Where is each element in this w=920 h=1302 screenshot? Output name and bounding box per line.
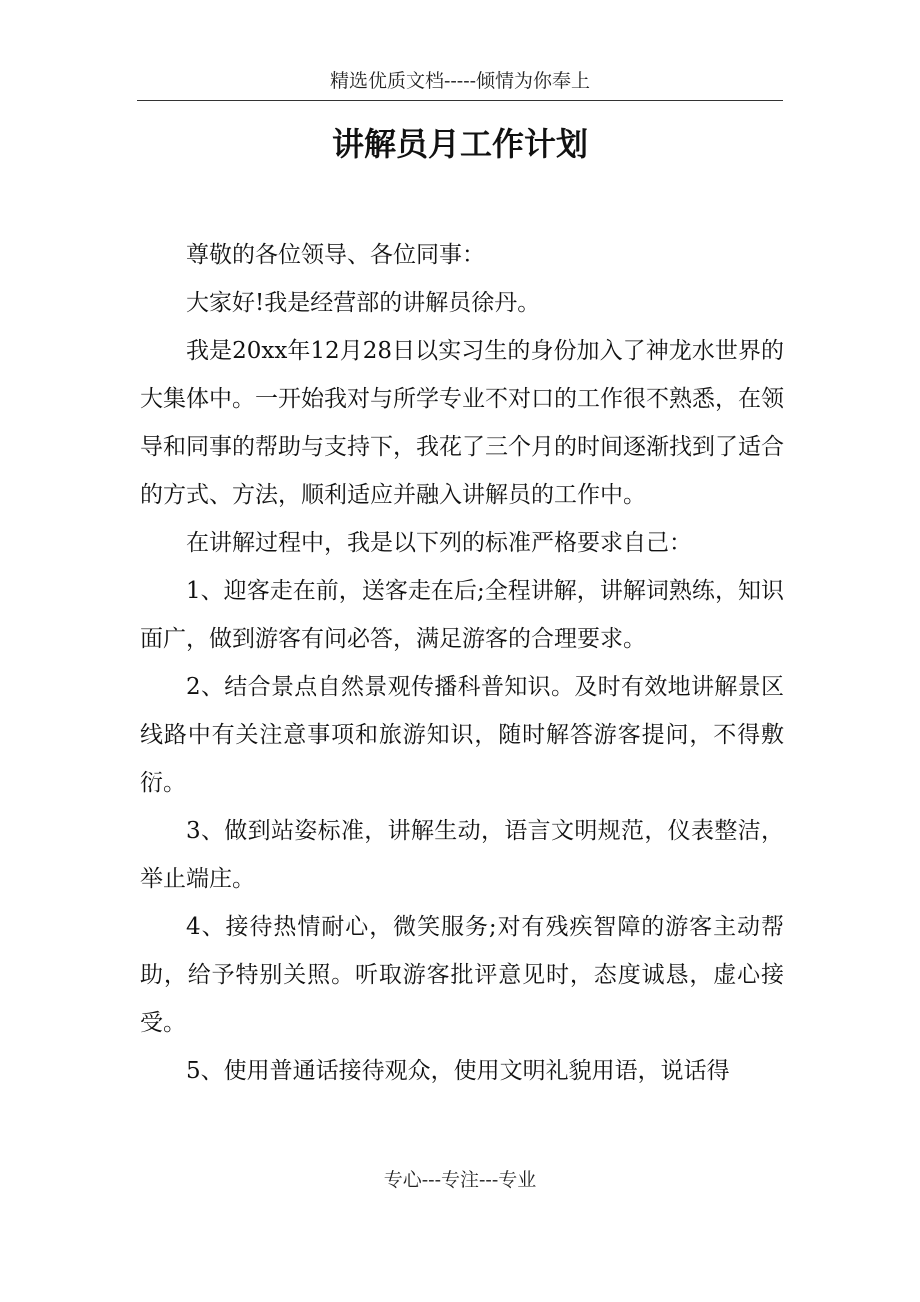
paragraph-introduction: 我是20xx年12月28日以实习生的身份加入了神龙水世界的大集体中。一开始我对与所学专业不对口的工作很不熟悉，在领导和同事的帮助与支持下，我花了三个月的时间逐渐找到了适合的方式、方法，顺利适应并融入讲解员的工作中。 xyxy=(140,338,784,508)
page-footer: 专心---专注---专业 xyxy=(383,1169,537,1191)
paragraph-item-1: 1、迎客走在前，送客走在后;全程讲解，讲解词熟练，知识面广，做到游客有问必答，满足游客的合理要求。 xyxy=(140,578,784,652)
paragraph-standards-intro: 在讲解过程中，我是以下列的标准严格要求自己： xyxy=(186,530,692,556)
paragraph-salutation: 尊敬的各位领导、各位同事： xyxy=(186,242,485,268)
paragraph-item-2: 2、结合景点自然景观传播科普知识。及时有效地讲解景区线路中有关注意事项和旅游知识，随时解答游客提问，不得敷衍。 xyxy=(140,674,784,796)
paragraph-item-5: 5、使用普通话接待观众，使用文明礼貌用语，说话得 xyxy=(186,1058,730,1084)
page-header xyxy=(137,66,783,101)
paragraph-item-3: 3、做到站姿标准，讲解生动，语言文明规范，仪表整洁，举止端庄。 xyxy=(140,818,784,892)
paragraph-item-4: 4、接待热情耐心，微笑服务;对有残疾智障的游客主动帮助，给予特别关照。听取游客批评意见时，态度诚恳，虚心接受。 xyxy=(140,914,784,1036)
page-header-text: 精选优质文档-----倾情为你奉上 xyxy=(329,70,591,92)
document-title: 讲解员月工作计划 xyxy=(331,125,588,163)
document-body xyxy=(140,231,784,1095)
paragraph-greeting: 大家好!我是经营部的讲解员徐丹。 xyxy=(186,290,541,316)
